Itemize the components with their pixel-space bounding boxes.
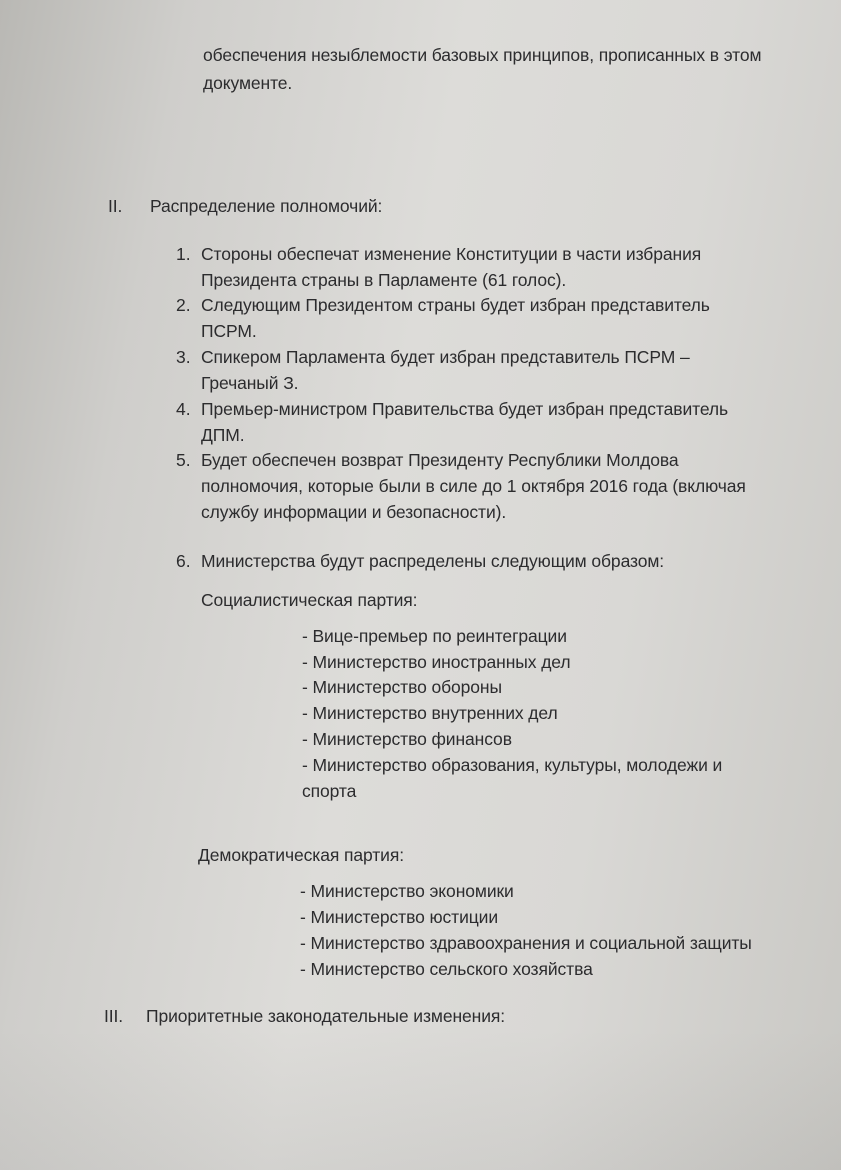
socialist-ministry-4: - Министерство внутренних дел [302,703,558,723]
item-3-line-1: Спикером Парламента будет избран представитель ПСРМ – [201,347,690,367]
intro-line-1: обеспечения незыблемости базовых принципов, прописанных в этом [203,45,762,65]
item-6-line-1: Министерства будут распределены следующим образом: [201,551,665,571]
item-4-line-1: Премьер-министром Правительства будет избран представитель [201,399,729,419]
intro-line-2: документе. [203,73,293,93]
socialist-ministry-6-cont: спорта [302,781,357,801]
democratic-ministry-1: - Министерство экономики [300,881,514,901]
section-3-numeral: III. [104,1006,124,1026]
item-2-number: 2. [176,295,191,315]
democratic-ministry-3: - Министерство здравоохранения и социальной защиты [300,933,752,953]
socialist-party-label: Социалистическая партия: [201,590,418,610]
section-3-heading: Приоритетные законодательные изменения: [146,1006,506,1026]
item-5-line-1: Будет обеспечен возврат Президенту Республики Молдова [201,450,679,470]
item-3-line-2: Гречаный З. [201,373,299,393]
page-bottom-shadow [0,1030,841,1170]
item-1-line-2: Президента страны в Парламенте (61 голос). [201,270,567,290]
item-4-number: 4. [176,399,191,419]
item-1-number: 1. [176,244,191,264]
item-5-line-3: службу информации и безопасности). [201,502,507,522]
section-2-heading: Распределение полномочий: [150,196,383,216]
item-4-line-2: ДПМ. [201,425,245,445]
democratic-ministry-2: - Министерство юстиции [300,907,499,927]
item-3-number: 3. [176,347,191,367]
item-6-number: 6. [176,551,191,571]
socialist-ministry-2: - Министерство иностранных дел [302,652,571,672]
democratic-ministry-4: - Министерство сельского хозяйства [300,959,593,979]
item-5-line-2: полномочия, которые были в силе до 1 октября 2016 года (включая [201,476,746,496]
item-5-number: 5. [176,450,191,470]
socialist-ministry-3: - Министерство обороны [302,677,502,697]
democratic-party-label: Демократическая партия: [198,845,404,865]
socialist-ministry-6: - Министерство образования, культуры, молодежи и [302,755,723,775]
item-2-line-2: ПСРМ. [201,321,257,341]
item-1-line-1: Стороны обеспечат изменение Конституции в части избрания [201,244,702,264]
socialist-ministry-1: - Вице-премьер по реинтеграции [302,626,567,646]
section-2-numeral: II. [108,196,123,216]
socialist-ministry-5: - Министерство финансов [302,729,512,749]
item-2-line-1: Следующим Президентом страны будет избран представитель [201,295,710,315]
